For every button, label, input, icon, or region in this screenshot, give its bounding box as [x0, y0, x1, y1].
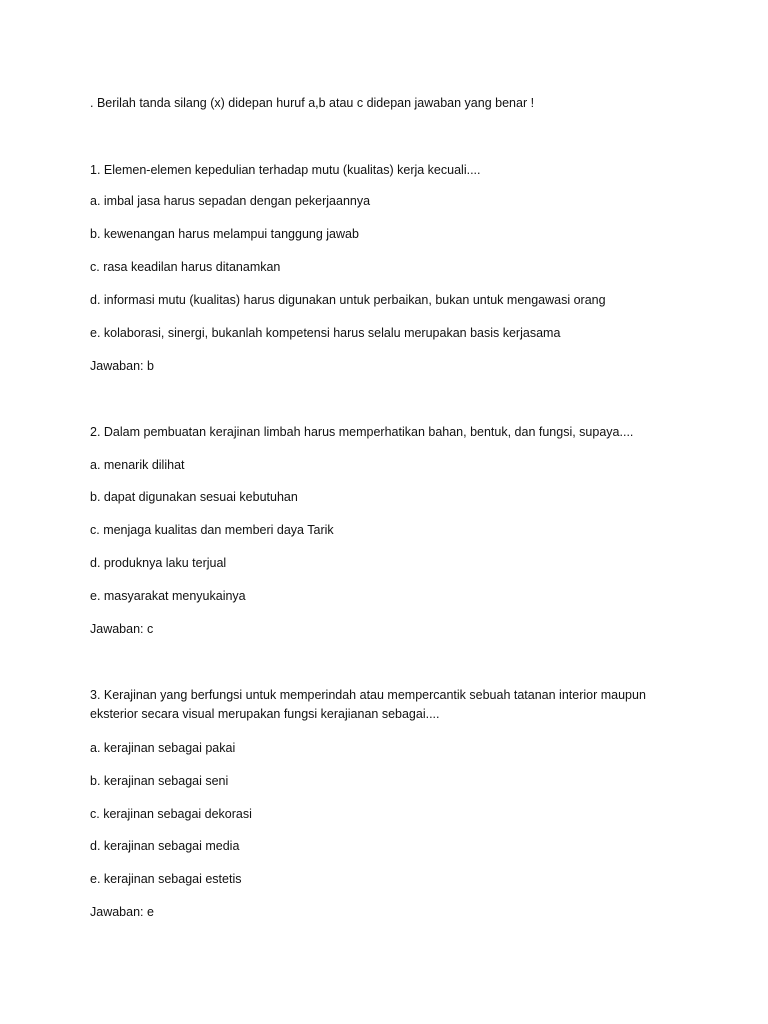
question-3-option-e: e. kerajinan sebagai estetis: [90, 872, 242, 886]
question-2-option-d: d. produknya laku terjual: [90, 556, 227, 570]
question-3-option-d: d. kerajinan sebagai media: [90, 839, 240, 853]
instruction-text: . Berilah tanda silang (x) didepan huruf a,b atau c didepan jawaban yang benar !: [90, 96, 535, 110]
question-2-option-e: e. masyarakat menyukainya: [90, 589, 246, 603]
question-1-option-d: d. informasi mutu (kualitas) harus digunakan untuk perbaikan, bukan untuk mengawasi orang: [90, 293, 606, 307]
question-3-text-line-2: eksterior secara visual merupakan fungsi kerajianan sebagai....: [90, 707, 440, 721]
question-2-option-b: b. dapat digunakan sesuai kebutuhan: [90, 490, 298, 504]
question-3-option-a: a. kerajinan sebagai pakai: [90, 741, 236, 755]
question-2-option-c: c. menjaga kualitas dan memberi daya Tarik: [90, 523, 334, 537]
question-2-text: 2. Dalam pembuatan kerajinan limbah harus memperhatikan bahan, bentuk, dan fungsi, supaya....: [90, 425, 634, 439]
question-1-option-c: c. rasa keadilan harus ditanamkan: [90, 260, 281, 274]
question-1-option-b: b. kewenangan harus melampui tanggung jawab: [90, 227, 359, 241]
question-3-answer: Jawaban: e: [90, 905, 154, 919]
question-2-answer: Jawaban: c: [90, 622, 154, 636]
question-2-option-a: a. menarik dilihat: [90, 458, 185, 472]
question-3-option-b: b. kerajinan sebagai seni: [90, 774, 229, 788]
question-1-option-e: e. kolaborasi, sinergi, bukanlah kompetensi harus selalu merupakan basis kerjasama: [90, 326, 561, 340]
question-3-text-line-1: 3. Kerajinan yang berfungsi untuk memperindah atau mempercantik sebuah tatanan interior maupun: [90, 688, 646, 702]
question-1-option-a: a. imbal jasa harus sepadan dengan pekerjaannya: [90, 194, 371, 208]
question-1-text: 1. Elemen-elemen kepedulian terhadap mutu (kualitas) kerja kecuali....: [90, 163, 481, 177]
question-1-answer: Jawaban: b: [90, 359, 154, 373]
question-3-option-c: c. kerajinan sebagai dekorasi: [90, 807, 252, 821]
